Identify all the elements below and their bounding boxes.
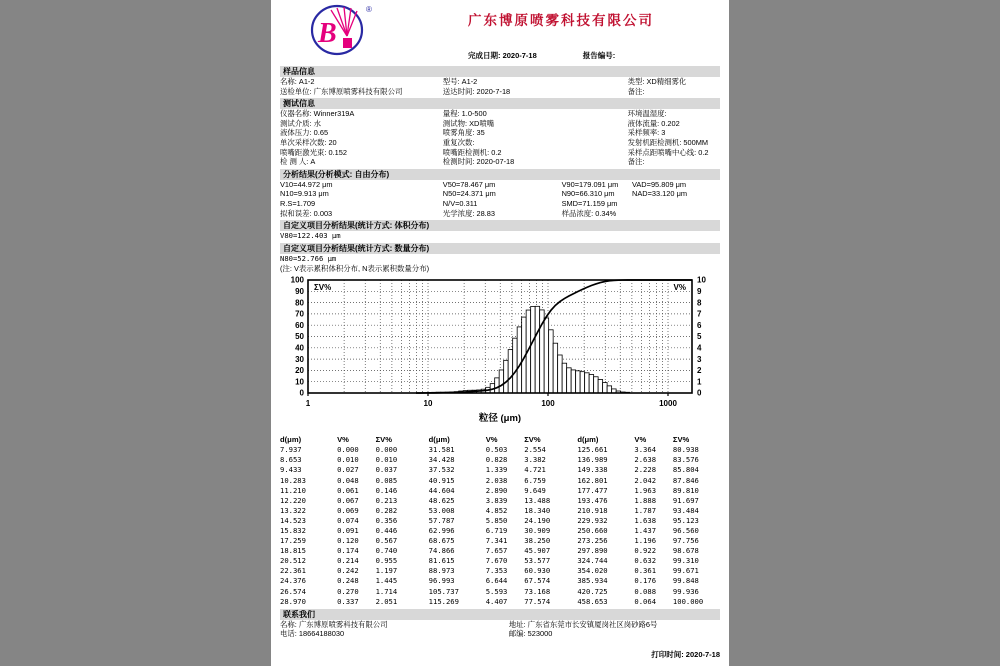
- info-row: [280, 620, 720, 630]
- info-field: N50=24.371 μm: [442, 189, 496, 199]
- svg-text:10: 10: [295, 377, 304, 387]
- table-cell: 0.337: [337, 596, 359, 606]
- table-cell: 385.934: [577, 576, 608, 586]
- info-row: [280, 138, 720, 148]
- table-cell: 0.010: [375, 455, 398, 465]
- table-cell: 354.020: [577, 566, 608, 576]
- info-field: [632, 199, 720, 209]
- table-cell: 0.248: [337, 576, 359, 586]
- table-column-group: [280, 435, 423, 607]
- table-cell: 0.067: [337, 495, 359, 505]
- svg-text:1000: 1000: [659, 399, 677, 409]
- table-cell: 87.846: [672, 475, 699, 485]
- info-field: 样品浓度: 0.34%: [561, 208, 617, 218]
- svg-text:100: 100: [290, 275, 304, 285]
- table-cell: 1.787: [634, 505, 657, 515]
- table-cell: 3.364: [634, 445, 657, 455]
- info-row: [280, 128, 720, 138]
- table-cell: 18.340: [524, 505, 551, 515]
- table-cell: 297.890: [577, 546, 608, 556]
- info-field: N10=9.913 μm: [280, 189, 329, 199]
- table-cell: 53.008: [428, 505, 455, 515]
- table-cell: 105.737: [428, 586, 459, 596]
- table-cell: 3.839: [485, 495, 508, 505]
- table-cell: 0.061: [337, 485, 359, 495]
- info-field: R.S=1.709: [280, 198, 316, 208]
- info-field: NAD=33.120 μm: [631, 189, 687, 199]
- info-field: 检测时间: 2020-07-18: [442, 157, 515, 167]
- info-field: 采样点距喷嘴中心线: 0.2: [627, 147, 709, 157]
- table-cell: 99.848: [672, 576, 699, 586]
- table-header: d(μm): [280, 435, 302, 445]
- table-cell: 0.010: [337, 455, 359, 465]
- table-cell: 5.850: [485, 515, 508, 525]
- table-cell: 2.042: [634, 475, 657, 485]
- info-field: 单次采样次数: 20: [280, 137, 337, 147]
- table-cell: 4.407: [485, 596, 508, 606]
- table-cell: 0.740: [375, 546, 398, 556]
- info-field: 喷雾角度: 35: [442, 128, 485, 138]
- table-cell: 7.937: [280, 445, 302, 455]
- table-cell: 6.719: [485, 525, 508, 535]
- table-cell: 1.197: [375, 566, 398, 576]
- info-field: V50=78.467 μm: [442, 179, 496, 189]
- table-cell: 99.936: [672, 586, 699, 596]
- table-cell: 13.488: [524, 495, 551, 505]
- table-cell: 0.037: [375, 465, 398, 475]
- table-cell: 83.576: [672, 455, 699, 465]
- logo-letter-b: B: [318, 18, 337, 49]
- table-cell: 74.866: [428, 546, 455, 556]
- custom-number-value: N80=52.766 μm: [280, 254, 337, 264]
- svg-text:2: 2: [697, 366, 702, 376]
- svg-text:40: 40: [295, 343, 304, 353]
- table-header: ΣV%: [375, 435, 392, 445]
- info-field: 液体压力: 0.65: [280, 128, 329, 138]
- registered-mark: ®: [366, 5, 372, 14]
- info-field: 名称: A1-2: [280, 77, 315, 86]
- svg-text:V%: V%: [673, 283, 686, 293]
- table-cell: 60.930: [524, 566, 551, 576]
- svg-text:30: 30: [295, 354, 304, 364]
- table-cell: 81.615: [428, 556, 455, 566]
- svg-text:8: 8: [697, 298, 702, 308]
- info-row: [280, 629, 720, 639]
- table-cell: 420.725: [577, 586, 608, 596]
- table-cell: 0.567: [375, 536, 398, 546]
- table-cell: 9.649: [524, 485, 546, 495]
- psd-chart: [280, 275, 720, 427]
- table-cell: 4.852: [485, 505, 508, 515]
- info-field: 喷嘴距检测机: 0.2: [442, 147, 502, 157]
- svg-text:ΣV%: ΣV%: [314, 283, 332, 293]
- table-cell: 18.815: [280, 546, 306, 556]
- table-cell: 0.446: [375, 525, 398, 535]
- info-field: 采样频率: 3: [627, 128, 666, 138]
- print-time: 打印时间: 2020-7-18: [651, 649, 720, 659]
- svg-text:100: 100: [541, 399, 555, 409]
- table-cell: 24.376: [280, 576, 306, 586]
- table-cell: 91.697: [672, 495, 699, 505]
- table-cell: 9.433: [280, 465, 302, 475]
- table-cell: 34.428: [428, 455, 455, 465]
- table-cell: 324.744: [577, 556, 608, 566]
- table-cell: 67.574: [524, 576, 551, 586]
- svg-text:粒径 (μm): 粒径 (μm): [478, 413, 522, 425]
- svg-text:1: 1: [305, 399, 311, 409]
- table-header: d(μm): [577, 435, 599, 445]
- info-field: 型号: A1-2: [442, 77, 478, 86]
- svg-text:5: 5: [697, 332, 702, 342]
- info-field: 类型: XD精细雾化: [627, 77, 687, 86]
- table-cell: 6.759: [524, 475, 546, 485]
- table-cell: 162.801: [577, 475, 608, 485]
- info-field: 光学浓度: 28.83: [442, 208, 495, 218]
- table-cell: 0.069: [337, 505, 359, 515]
- table-cell: 0.074: [337, 515, 359, 525]
- table-cell: 26.574: [280, 586, 306, 596]
- table-cell: 6.644: [485, 576, 508, 586]
- table-cell: 0.828: [485, 455, 508, 465]
- table-cell: 17.259: [280, 536, 306, 546]
- section-title-custom-volume: 自定义项目分析结果(统计方式: 体积分布): [280, 220, 720, 231]
- table-column-group: [577, 435, 720, 607]
- table-cell: 2.038: [485, 475, 508, 485]
- info-field: VAD=95.809 μm: [631, 179, 687, 189]
- table-cell: 53.577: [524, 556, 551, 566]
- table-cell: 0.356: [375, 515, 398, 525]
- company-name: 广东博原喷雾科技有限公司: [468, 13, 654, 28]
- report-number: 报告编号:: [582, 51, 616, 60]
- table-cell: 1.888: [634, 495, 657, 505]
- info-row: [280, 87, 720, 97]
- table-cell: 99.671: [672, 566, 699, 576]
- table-cell: 0.922: [634, 546, 657, 556]
- table-cell: 13.322: [280, 505, 306, 515]
- table-header: V%: [485, 435, 498, 445]
- table-cell: 93.484: [672, 505, 699, 515]
- section-title-analysis: 分析结果(分析模式: 自由分布): [280, 169, 720, 180]
- info-field: 发射机距检测机: 500MM: [627, 137, 709, 147]
- table-cell: 96.993: [428, 576, 455, 586]
- table-cell: 73.168: [524, 586, 551, 596]
- svg-text:80: 80: [295, 298, 304, 308]
- table-cell: 136.989: [577, 455, 608, 465]
- table-cell: 45.907: [524, 546, 551, 556]
- table-cell: 0.027: [337, 465, 359, 475]
- info-row: [280, 209, 720, 219]
- info-row: [280, 199, 720, 209]
- table-cell: 7.353: [485, 566, 508, 576]
- info-field: V10=44.972 μm: [280, 179, 333, 189]
- table-cell: 149.338: [577, 465, 608, 475]
- info-field: 测试物: XD喷嘴: [442, 118, 495, 128]
- table-cell: 0.000: [337, 445, 359, 455]
- table-cell: 12.220: [280, 495, 306, 505]
- report-page: [271, 0, 729, 666]
- table-cell: 0.048: [337, 475, 359, 485]
- table-column-group: [429, 435, 572, 607]
- svg-text:3: 3: [697, 354, 702, 364]
- table-cell: 458.653: [577, 596, 608, 606]
- table-cell: 88.973: [428, 566, 455, 576]
- table-cell: 1.196: [634, 536, 657, 546]
- info-field: 环境温湿度:: [627, 109, 667, 119]
- table-cell: 68.675: [428, 536, 455, 546]
- svg-text:6: 6: [697, 321, 702, 331]
- table-cell: 99.310: [672, 556, 699, 566]
- section-title-contact: 联系我们: [280, 609, 720, 620]
- info-field: 仪器名称: Winner319A: [280, 109, 355, 119]
- table-cell: 0.146: [375, 485, 398, 495]
- table-cell: 115.269: [428, 596, 459, 606]
- table-cell: 10.283: [280, 475, 306, 485]
- table-cell: 0.282: [375, 505, 398, 515]
- info-field: 电话: 18664188030: [280, 629, 345, 639]
- table-cell: 0.270: [337, 586, 359, 596]
- table-cell: 100.000: [672, 596, 704, 606]
- table-cell: 37.532: [428, 465, 455, 475]
- info-field: 地址: 广东省东莞市长安镇厦岗社区岗砂路6号: [508, 619, 658, 629]
- table-cell: 2.638: [634, 455, 657, 465]
- table-cell: 31.581: [428, 445, 455, 455]
- svg-text:50: 50: [295, 332, 304, 342]
- svg-text:20: 20: [295, 366, 304, 376]
- analysis-grid: [280, 180, 720, 218]
- table-cell: 11.210: [280, 485, 306, 495]
- table-header: d(μm): [428, 435, 450, 445]
- info-field: 测试介质: 水: [280, 118, 322, 128]
- sample-info-grid: [280, 77, 720, 96]
- table-cell: 0.176: [634, 576, 657, 586]
- nozzle-icon: [343, 38, 352, 48]
- table-cell: 1.445: [375, 576, 398, 586]
- table-cell: 5.593: [485, 586, 508, 596]
- info-field: 量程: 1.0-500: [442, 109, 487, 119]
- table-cell: 80.938: [672, 445, 699, 455]
- table-cell: 20.512: [280, 556, 306, 566]
- table-cell: 7.341: [485, 536, 508, 546]
- table-cell: 177.477: [577, 485, 608, 495]
- svg-text:9: 9: [697, 287, 702, 297]
- table-cell: 8.653: [280, 455, 302, 465]
- table-header: V%: [634, 435, 647, 445]
- table-cell: 1.963: [634, 485, 657, 495]
- test-info-grid: [280, 109, 720, 167]
- table-cell: 4.721: [524, 465, 546, 475]
- svg-text:4: 4: [697, 343, 702, 353]
- section-title-custom-number: 自定义项目分析结果(统计方式: 数量分布): [280, 243, 720, 254]
- table-header: V%: [337, 435, 349, 445]
- table-cell: 1.714: [375, 586, 398, 596]
- table-cell: 1.638: [634, 515, 657, 525]
- distribution-note: (注: V表示累积体积分布, N表示累积数量分布): [280, 264, 430, 274]
- table-cell: 30.909: [524, 525, 551, 535]
- table-cell: 89.810: [672, 485, 699, 495]
- table-cell: 0.174: [337, 546, 359, 556]
- custom-volume-value: V80=122.403 μm: [280, 231, 341, 241]
- info-field: 液体流量: 0.202: [627, 118, 680, 128]
- table-cell: 7.670: [485, 556, 508, 566]
- section-title-sample-info: 样品信息: [280, 66, 720, 77]
- table-cell: 62.996: [428, 525, 455, 535]
- table-cell: 38.250: [524, 536, 551, 546]
- svg-text:70: 70: [295, 309, 304, 319]
- table-cell: 44.604: [428, 485, 455, 495]
- table-cell: 0.955: [375, 556, 398, 566]
- particle-size-table: [280, 435, 720, 607]
- info-field: 邮编: 523000: [508, 629, 553, 639]
- svg-text:90: 90: [295, 287, 304, 297]
- contact-grid: [280, 620, 720, 639]
- table-cell: 85.804: [672, 465, 699, 475]
- table-cell: 1.339: [485, 465, 508, 475]
- table-cell: 0.213: [375, 495, 398, 505]
- info-field: 送达时间: 2020-7-18: [442, 86, 511, 96]
- table-cell: 14.523: [280, 515, 306, 525]
- info-field: SMD=71.159 μm: [561, 198, 618, 208]
- svg-text:0: 0: [697, 388, 702, 398]
- table-header: ΣV%: [524, 435, 541, 445]
- svg-text:1: 1: [697, 377, 702, 387]
- info-row: [280, 189, 720, 199]
- info-field: V90=179.091 μm: [561, 179, 619, 189]
- table-cell: 125.661: [577, 445, 608, 455]
- table-cell: 40.915: [428, 475, 455, 485]
- table-cell: 98.678: [672, 546, 699, 556]
- table-cell: 96.560: [672, 525, 699, 535]
- table-cell: 7.657: [485, 546, 508, 556]
- info-field: 备注:: [627, 157, 645, 167]
- table-cell: 193.476: [577, 495, 608, 505]
- table-cell: 48.625: [428, 495, 455, 505]
- svg-text:7: 7: [697, 309, 702, 319]
- table-cell: 3.382: [524, 455, 546, 465]
- table-cell: 0.088: [634, 586, 657, 596]
- table-cell: 97.756: [672, 536, 699, 546]
- table-cell: 273.256: [577, 536, 608, 546]
- table-cell: 0.091: [337, 525, 359, 535]
- header-dates: [468, 50, 615, 61]
- company-logo: [306, 2, 378, 65]
- table-cell: 95.123: [672, 515, 699, 525]
- table-cell: 2.051: [375, 596, 398, 606]
- table-cell: 2.554: [524, 445, 546, 455]
- table-cell: 2.890: [485, 485, 508, 495]
- info-field: 检 测 人: A: [280, 157, 316, 167]
- svg-text:10: 10: [697, 275, 706, 285]
- table-cell: 0.064: [634, 596, 657, 606]
- svg-text:10: 10: [423, 399, 433, 409]
- report-header: [280, 0, 720, 64]
- table-cell: 0.503: [485, 445, 508, 455]
- table-cell: 0.000: [375, 445, 398, 455]
- info-row: [280, 157, 720, 167]
- info-field: [632, 209, 720, 219]
- info-row: [280, 109, 720, 119]
- table-cell: 210.918: [577, 505, 608, 515]
- svg-text:60: 60: [295, 321, 304, 331]
- info-field: 喷嘴距激光束: 0.152: [280, 147, 347, 157]
- info-row: [280, 148, 720, 158]
- info-row: [280, 119, 720, 129]
- info-field: N/V=0.311: [442, 198, 478, 208]
- table-cell: 57.787: [428, 515, 455, 525]
- section-title-test-info: 测试信息: [280, 98, 720, 109]
- info-field: 名称: 广东博原喷雾科技有限公司: [280, 619, 388, 629]
- table-cell: 0.120: [337, 536, 359, 546]
- finish-date: 完成日期: 2020-7-18: [468, 51, 537, 60]
- table-cell: 77.574: [524, 596, 551, 606]
- chart-container: [280, 275, 720, 432]
- info-row: [280, 77, 720, 87]
- info-field: 备注:: [627, 86, 645, 96]
- table-header: ΣV%: [672, 435, 690, 445]
- table-cell: 250.660: [577, 525, 608, 535]
- table-cell: 229.932: [577, 515, 608, 525]
- info-field: 送检单位: 广东博原喷雾科技有限公司: [280, 86, 403, 96]
- table-cell: 1.437: [634, 525, 657, 535]
- table-cell: 24.190: [524, 515, 551, 525]
- table-cell: 28.970: [280, 596, 306, 606]
- table-cell: 22.361: [280, 566, 306, 576]
- table-cell: 0.242: [337, 566, 359, 576]
- logo-graphic: [306, 2, 378, 60]
- svg-text:0: 0: [299, 388, 304, 398]
- info-field: N90=66.310 μm: [561, 189, 615, 199]
- table-cell: 15.832: [280, 525, 306, 535]
- table-cell: 0.632: [634, 556, 657, 566]
- info-field: 拟和误差: 0.003: [280, 208, 333, 218]
- info-row: [280, 180, 720, 190]
- info-field: 重复次数:: [442, 137, 475, 147]
- table-cell: 0.361: [634, 566, 657, 576]
- table-cell: 0.085: [375, 475, 398, 485]
- table-cell: 2.228: [634, 465, 657, 475]
- table-cell: 0.214: [337, 556, 359, 566]
